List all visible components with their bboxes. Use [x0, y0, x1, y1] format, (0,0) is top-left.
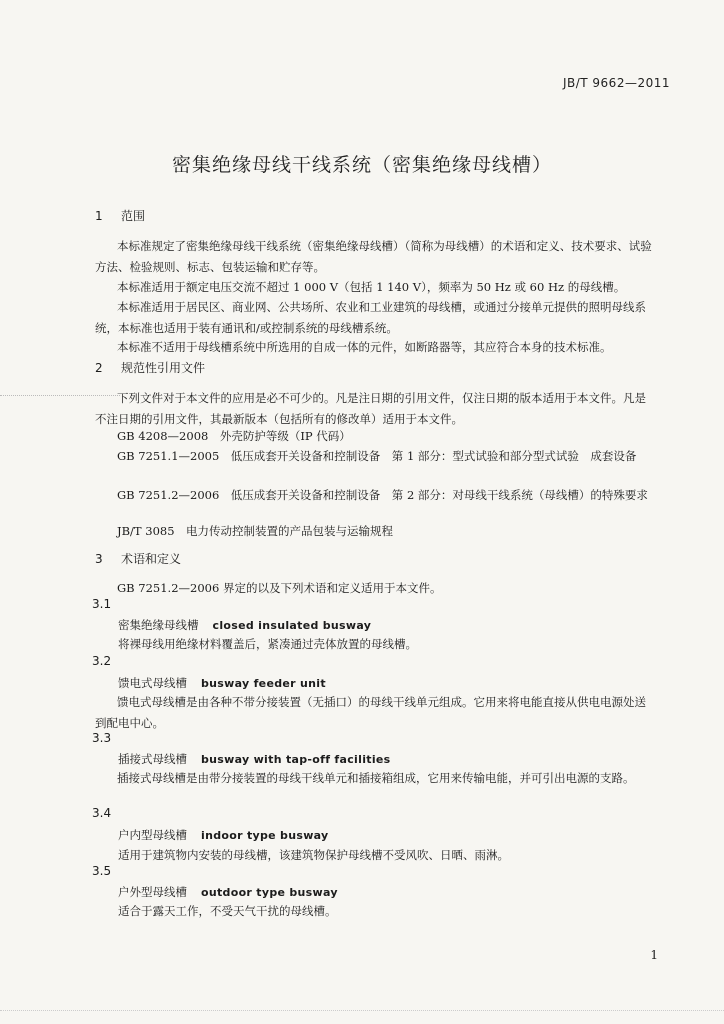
term-number: 3.3 [92, 731, 112, 745]
page-number: 1 [650, 948, 658, 962]
term-heading [118, 751, 391, 767]
term-definition: 插接式母线槽是由带分接装置的母线干线单元和插接箱组成，它用来传输电能，并可引出电源的支路。 [117, 771, 635, 785]
section-1-paragraph-4: 本标准不适用于母线槽系统中所选用的自成一体的元件，如断路器等，其应符合本身的技术标准。 [117, 340, 612, 354]
section-title: 规范性引用文件 [121, 361, 206, 375]
term-chinese: 户内型母线槽 [118, 828, 187, 842]
term-heading [118, 617, 371, 633]
reference-gb4208: GB 4208—2008 外壳防护等级（IP 代码） [117, 429, 351, 443]
term-definition: 适用于建筑物内安装的母线槽，该建筑物保护母线槽不受风吹、日晒、雨淋。 [118, 848, 509, 862]
section-number: 1 [95, 209, 103, 223]
reference-jbt3085: JB/T 3085 电力传动控制装置的产品包装与运输规程 [117, 524, 394, 538]
term-definition: 将裸母线用绝缘材料覆盖后，紧凑通过壳体放置的母线槽。 [118, 637, 417, 651]
scan-dotted-line-bottom [0, 1010, 724, 1011]
standard-number: JB/T 9662—2011 [562, 76, 670, 90]
term-english: outdoor type busway [201, 886, 338, 899]
term-heading [118, 827, 329, 843]
section-2-paragraph: 下列文件对于本文件的应用是必不可少的。凡是注日期的引用文件，仅注日期的版本适用于本文件。凡是不注日期的引用文件，其最新版本（包括所有的修改单）适用于本文件。 [95, 391, 646, 426]
term-heading [118, 884, 338, 900]
section-number: 3 [95, 552, 103, 566]
term-english: busway with tap-off facilities [201, 753, 391, 766]
term-definition: 适合于露天工作，不受天气干扰的母线槽。 [118, 904, 337, 918]
reference-gb7251-2: GB 7251.2—2006 低压成套开关设备和控制设备 第 2 部分：对母线干线系统（母线槽）的特殊要求 [117, 488, 648, 502]
section-title: 术语和定义 [121, 552, 182, 566]
section-1-heading [95, 207, 145, 224]
term-chinese: 馈电式母线槽 [118, 676, 187, 690]
section-1-paragraph-3: 本标准适用于居民区、商业网、公共场所、农业和工业建筑的母线槽，或通过分接单元提供的照明母线系统，本标准也适用于装有通讯和/或控制系统的母线槽系统。 [95, 300, 646, 335]
term-english: busway feeder unit [201, 677, 326, 690]
section-1-paragraph-1: 本标准规定了密集绝缘母线干线系统（密集绝缘母线槽）（简称为母线槽）的术语和定义、技术要求、试验方法、检验规则、标志、包装运输和贮存等。 [95, 239, 652, 274]
term-definition: 馈电式母线槽是由各种不带分接装置（无插口）的母线干线单元组成。它用来将电能直接从供电电源处送到配电中心。 [95, 695, 646, 730]
section-1-paragraph-2: 本标准适用于额定电压交流不超过 1 000 V（包括 1 140 V），频率为 50 Hz 或 60 Hz 的母线槽。 [117, 280, 626, 294]
term-heading [118, 675, 326, 691]
term-english: indoor type busway [201, 829, 329, 842]
term-english: closed insulated busway [212, 619, 372, 632]
document-title: 密集绝缘母线干线系统（密集绝缘母线槽） [171, 154, 552, 176]
reference-gb7251-1: GB 7251.1—2005 低压成套开关设备和控制设备 第 1 部分：型式试验和部分型式试验 成套设备 [117, 449, 637, 463]
term-chinese: 插接式母线槽 [118, 752, 187, 766]
section-number: 2 [95, 361, 103, 375]
term-number: 3.4 [92, 806, 112, 820]
term-number: 3.2 [92, 654, 112, 668]
section-title: 范围 [121, 209, 146, 223]
section-3-intro: GB 7251.2—2006 界定的以及下列术语和定义适用于本文件。 [117, 581, 442, 595]
section-3-heading [95, 550, 181, 567]
term-chinese: 密集绝缘母线槽 [118, 618, 199, 632]
term-chinese: 户外型母线槽 [118, 885, 187, 899]
term-number: 3.5 [92, 864, 112, 878]
section-2-heading [95, 359, 205, 376]
term-number: 3.1 [92, 597, 112, 611]
